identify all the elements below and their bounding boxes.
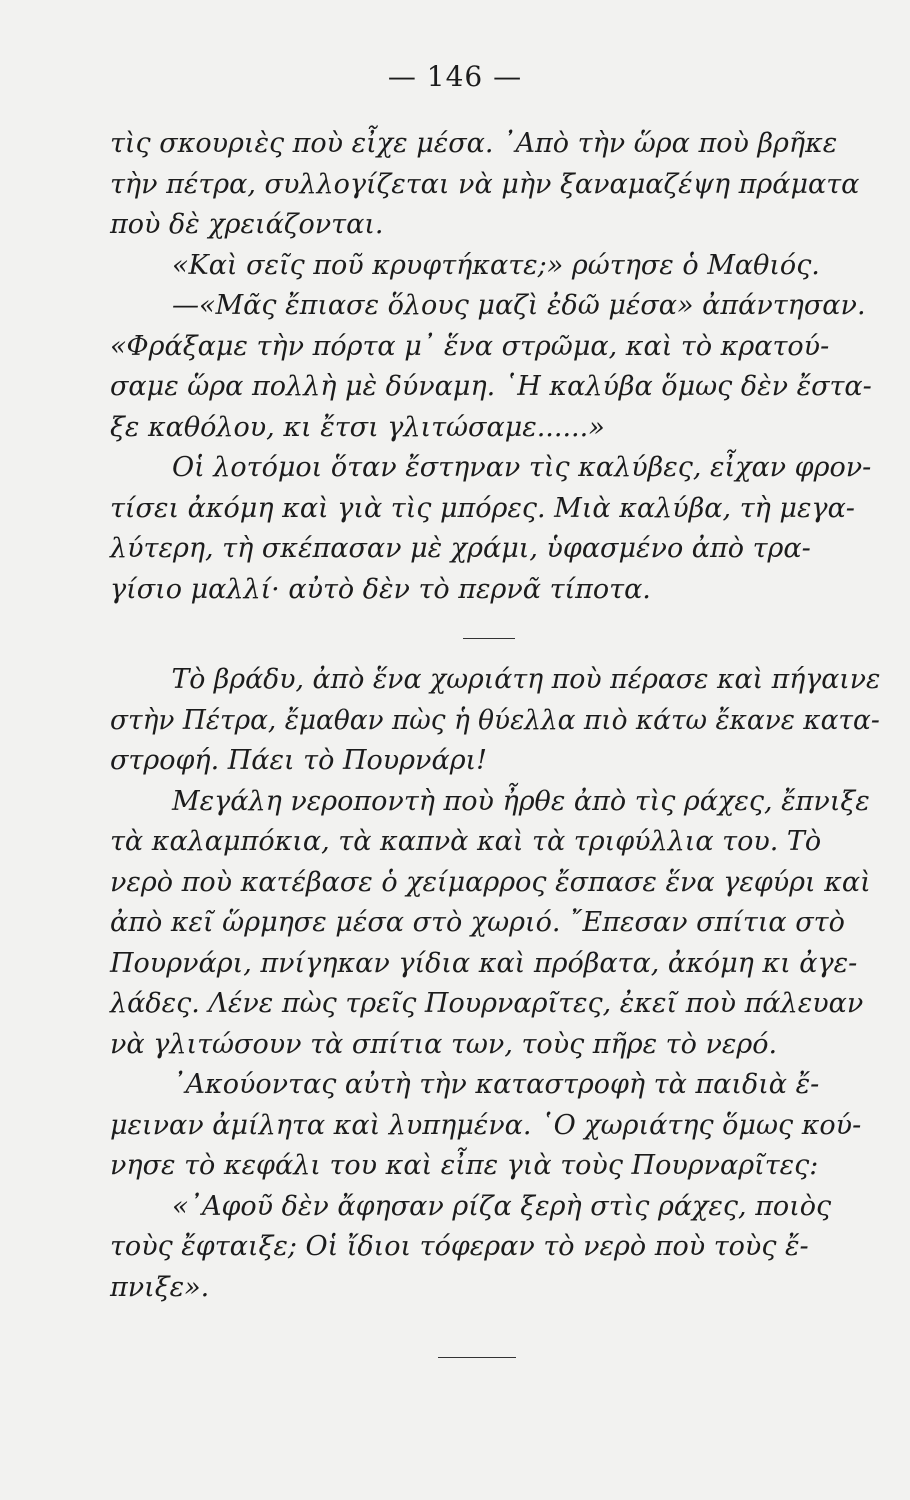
text-line: ποὺ δὲ χρειάζονται.: [110, 209, 384, 240]
text-line: λάδες. Λένε πὼς τρεῖς Πουρναρῖτες, ἐκεῖ ποὺ πάλευαν: [110, 988, 864, 1019]
text-line: Πουρνάρι, πνίγηκαν γίδια καὶ πρόβατα, ἀκόμη κι ἀγε-: [110, 947, 858, 979]
page-number: — 146 —: [387, 60, 523, 93]
text-line: τὰ καλαμπόκια, τὰ καπνὰ καὶ τὰ τριφύλλια του. Τὸ: [110, 826, 822, 857]
text-section-2: [110, 660, 880, 1308]
text-line: «᾿Αφοῦ δὲν ἄφησαν ρίζα ξερὴ στὶς ράχες, ποιὸς: [172, 1190, 832, 1222]
text-line: Οἱ λοτόμοι ὅταν ἔστηναν τὶς καλύβες, εἶχαν φρον-: [172, 452, 872, 483]
text-section-1: [110, 124, 880, 610]
text-line: μειναν ἀμίλητα καὶ λυπημένα. ῾Ο χωριάτης ὅμως κού-: [110, 1109, 862, 1141]
text-line: ξε καθόλου, κι ἔτσι γλιτώσαμε......»: [110, 411, 605, 443]
text-line: στροφή. Πάει τὸ Πουρνάρι!: [110, 745, 487, 776]
text-line: γίσιο μαλλί· αὐτὸ δὲν τὸ περνᾶ τίποτα.: [110, 573, 651, 605]
text-line: «Καὶ σεῖς ποῦ κρυφτήκατε;» ρώτησε ὁ Μαθιός.: [172, 249, 820, 281]
text-line: σαμε ὥρα πολλὴ μὲ δύναμη. ῾Η καλύβα ὅμως δὲν ἔστα-: [110, 371, 872, 402]
text-line: τίσει ἀκόμη καὶ γιὰ τὶς μπόρες. Μιὰ καλύβα, τὴ μεγα-: [110, 492, 855, 524]
text-line: τοὺς ἔφταιξε; Οἱ ἴδιοι τόφεραν τὸ νερὸ ποὺ τοὺς ἔ-: [110, 1231, 809, 1262]
section-divider: [463, 638, 515, 639]
section-divider: [438, 1357, 516, 1358]
text-line: Τὸ βράδυ, ἀπὸ ἕνα χωριάτη ποὺ πέρασε καὶ πήγαινε: [171, 664, 881, 695]
text-line: —«Μᾶς ἔπιασε ὅλους μαζὶ ἐδῶ μέσα» ἀπάντησαν.: [172, 290, 866, 321]
text-line: «Φράξαμε τὴν πόρτα μ᾿ ἕνα στρῶμα, καὶ τὸ κρατού-: [110, 330, 830, 362]
text-line: νερὸ ποὺ κατέβασε ὁ χείμαρρος ἔσπασε ἕνα γεφύρι καὶ: [110, 866, 871, 898]
text-line: τὴν πέτρα, συλλογίζεται νὰ μὴν ξαναμαζέψη πράματα: [110, 168, 860, 200]
text-line: λύτερη, τὴ σκέπασαν μὲ χράμι, ὑφασμένο ἀπὸ τρα-: [110, 533, 811, 564]
text-line: νησε τὸ κεφάλι του καὶ εἶπε γιὰ τοὺς Πουρναρῖτες:: [110, 1150, 819, 1181]
text-line: ἀπὸ κεῖ ὥρμησε μέσα στὸ χωριό. ῎Επεσαν σπίτια στὸ: [110, 907, 845, 938]
text-line: στὴν Πέτρα, ἔμαθαν πὼς ἡ θύελλα πιὸ κάτω ἔκανε κατα-: [110, 704, 880, 736]
text-line: Μεγάλη νεροποντὴ ποὺ ἦρθε ἀπὸ τὶς ράχες, ἔπνιξε: [172, 785, 870, 817]
text-line: πνιξε».: [110, 1271, 210, 1303]
text-line: νὰ γλιτώσουν τὰ σπίτια των, τοὺς πῆρε τὸ νερό.: [110, 1028, 778, 1060]
text-line: ᾿Ακούοντας αὐτὴ τὴν καταστροφὴ τὰ παιδιὰ ἔ-: [172, 1069, 820, 1100]
text-line: τὶς σκουριὲς ποὺ εἶχε μέσα. ᾿Απὸ τὴν ὥρα ποὺ βρῆκε: [110, 128, 838, 159]
